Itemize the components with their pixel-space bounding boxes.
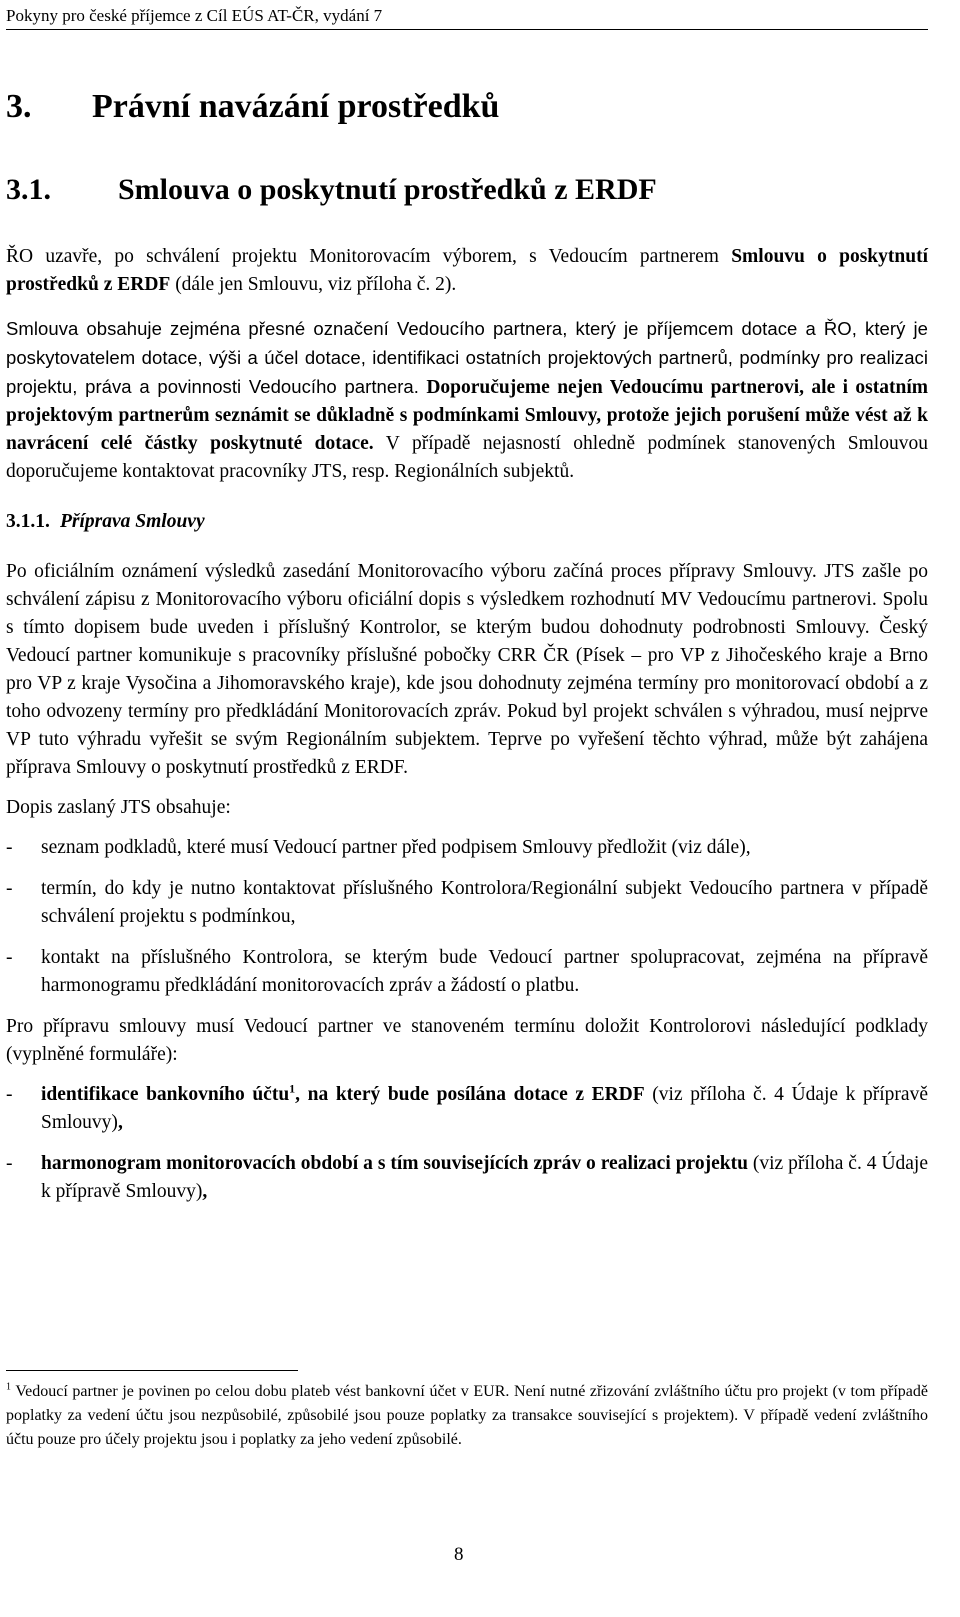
footnote-separator <box>6 1370 298 1371</box>
list-item <box>6 944 928 1000</box>
contract-content-paragraph <box>6 315 928 486</box>
annex-reference: (viz příloha č. 4 Údaje k přípravě Smlouvy) <box>41 1084 928 1133</box>
bank-account-bold: identifikace bankovního účtu <box>41 1084 290 1105</box>
list-item-end: , <box>202 1181 208 1202</box>
recommendation-bold-text: Doporučujeme nejen Vedoucímu partnerovi, ale i ostatním projektovým partnerům seznámit se důkladně s podmínkami Smlouvy, protože jejich porušení může vést až k navrácení celé částky poskytnuté dotace. <box>6 377 928 454</box>
subsection-number: 3.1. <box>6 173 51 206</box>
section-number: 3. <box>6 88 32 125</box>
intro-text: ŘO uzavře, po schválení projektu Monitorovacím výborem, s Vedoucím partnerem <box>6 246 732 267</box>
contact-text: V případě nejasností ohledně podmínek stanovených Smlouvou doporučujeme kontaktovat pracovníky JTS, resp. Regionálních subjektů. <box>6 433 928 482</box>
list-item-text: seznam podkladů, které musí Vedoucí partner před podpisem Smlouvy předložit (viz dále), <box>41 837 751 858</box>
running-header: Pokyny pro české příjemce z Cíl EÚS AT-ČR, vydání 7 <box>6 6 928 30</box>
dash-bullet: - <box>6 947 13 968</box>
list-item-text: termín, do kdy je nutno kontaktovat příslušného Kontrolora/Regionální subjekt Vedoucího partnera v případě schválení projektu s podmínkou, <box>41 878 928 927</box>
dash-bullet: - <box>6 1084 13 1105</box>
subsection-heading <box>6 171 657 209</box>
intro-text-end: (dále jen Smlouvu, viz příloha č. 2). <box>170 274 457 295</box>
intro-paragraph <box>6 243 928 299</box>
content <box>6 243 928 1219</box>
subsection-title: Smlouva o poskytnutí prostředků z ERDF <box>118 173 657 206</box>
letter-contents-list <box>6 834 928 1000</box>
dash-bullet: - <box>6 1153 13 1174</box>
footnote <box>6 1380 928 1452</box>
dash-bullet: - <box>6 878 13 899</box>
footnote-marker: 1 <box>6 1381 11 1393</box>
footnote-reference[interactable]: 1 <box>289 1081 296 1096</box>
page-number: 8 <box>454 1544 464 1565</box>
dash-bullet: - <box>6 837 13 858</box>
section-title: Právní navázání prostředků <box>92 88 500 125</box>
bank-account-bold-cont: , na který bude posílána dotace z ERDF <box>295 1084 645 1105</box>
documents-intro: Pro přípravu smlouvy musí Vedoucí partner ve stanoveném termínu doložit Kontrolorovi následující podklady (vyplněné formuláře): <box>6 1016 928 1065</box>
subsubsection-heading <box>6 508 928 536</box>
section-heading <box>6 86 499 128</box>
intro-bold-text: Smlouvu o poskytnutí prostředků z ERDF <box>6 246 928 295</box>
subsubsection-number: 3.1.1. <box>6 511 50 532</box>
subsubsection-title: Příprava Smlouvy <box>60 511 205 532</box>
list-item <box>6 1150 928 1206</box>
list-item <box>6 875 928 931</box>
list-item-text: kontakt na příslušného Kontrolora, se kterým bude Vedoucí partner spolupracovat, zejména na přípravě harmonogramu předkládání monitorovacích zpráv a žádostí o platbu. <box>41 947 928 996</box>
letter-contents-intro: Dopis zaslaný JTS obsahuje: <box>6 797 231 818</box>
annex-reference: (viz příloha č. 4 Údaje k přípravě Smlouvy) <box>41 1153 928 1202</box>
preparation-paragraph: Po oficiálním oznámení výsledků zasedání Monitorovacího výboru začíná proces přípravy Smlouvy. JTS zašle po schválení zápisu z Monitorovacího výboru oficiální dopis s výsledkem rozhodnutí MV Vedoucímu partnerovi. Spolu s tímto dopisem bude uveden i příslušný Kontrolor, se kterým budou dohodnuty podrobnosti Smlouvy. Český Vedoucí partner komunikuje s pracovníky příslušné pobočky CRR ČR (Písek – pro VP z Jihočeského kraje a Brno pro VP z kraje Vysočina a Jihomoravského kraje), kde jsou dohodnuty zejména termíny pro monitorovací období a z toho odvozeny termíny pro předkládání Monitorovacích zpráv. Pokud byl projekt schválen s výhradou, musí nejprve VP tuto výhradu vyřešit se svým Regionálním subjektem. Teprve po vyřešení těchto výhrad, může být zahájena příprava Smlouvy o poskytnutí prostředků z ERDF. <box>6 561 928 778</box>
list-item <box>6 1081 928 1137</box>
list-item <box>6 834 928 862</box>
documents-list <box>6 1081 928 1206</box>
schedule-bold: harmonogram monitorovacích období a s tím souvisejících zpráv o realizaci projektu <box>41 1153 748 1174</box>
footnote-text: Vedoucí partner je povinen po celou dobu plateb vést bankovní účet v EUR. Není nutné zřizování zvláštního účtu pro projekt (v tom případě poplatky za vedení účtu jsou nezpůsobilé, způsobilé jsou pouze poplatky za transakce související s projektem). V případě vedení zvláštního účtu pouze pro účely projektu jsou i poplatky za jeho vedení způsobilé. <box>6 1383 928 1448</box>
list-item-end: , <box>117 1112 123 1133</box>
contract-content-text: Smlouva obsahuje zejména přesné označení Vedoucího partnera, který je příjemcem dotace a ŘO, který je poskytovatelem dotace, výši a účel dotace, identifikaci ostatních projektových partnerů, podmínky pro realizaci projektu, práva a povinnosti Vedoucího partnera. <box>6 318 928 397</box>
